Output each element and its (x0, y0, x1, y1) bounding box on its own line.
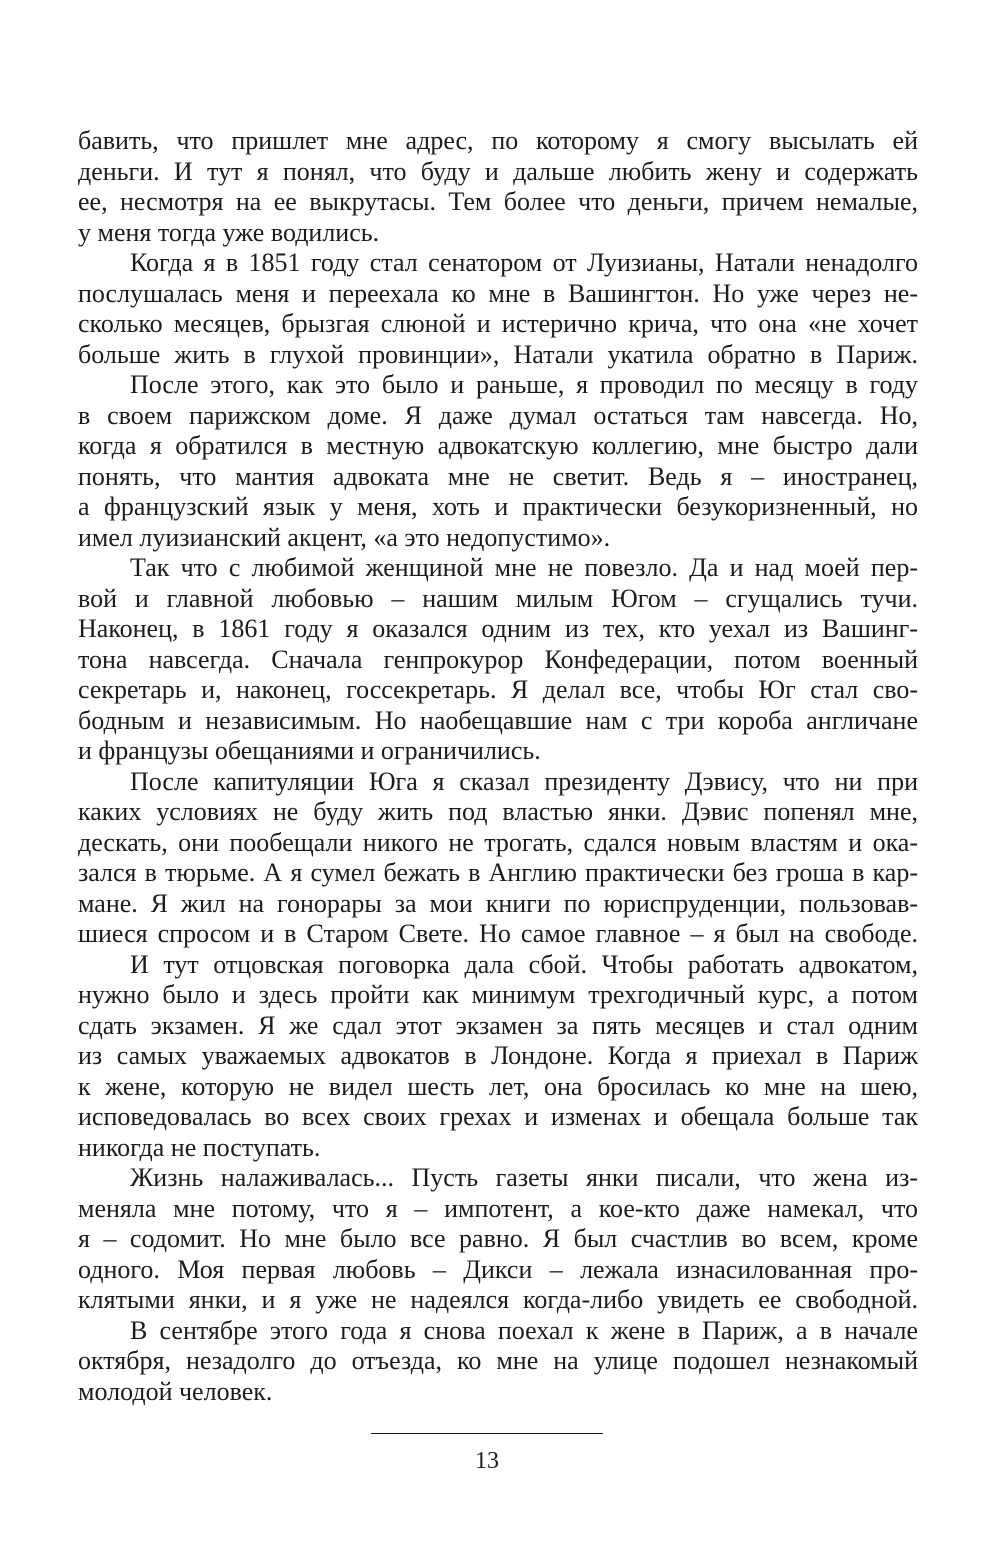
text-line: к жене, которую не видел шесть лет, она бросилась ко мне на шею, (78, 1071, 918, 1101)
text-line: зался в тюрьме. А я сумел бежать в Англию практически без гроша в кар- (78, 858, 918, 887)
paragraph (78, 950, 918, 1164)
text-line: дескать, они пообещали никого не трогать, сдался новым властям и ока- (78, 827, 918, 857)
text-line: мане. Я жил на гонорары за мои книги по юриспруденции, пользовав- (78, 888, 918, 918)
text-line: я – содомит. Но мне было все равно. Я был счастлив во всем, кроме (78, 1224, 918, 1253)
text-line: послушалась меня и переехала ко мне в Вашингтон. Но уже через не- (78, 278, 918, 308)
text-line: сдать экзамен. Я же сдал этот экзамен за пять месяцев и стал одним (78, 1010, 918, 1040)
text-line: у меня тогда уже водились. (78, 217, 380, 247)
text-line: клятыми янки, и я уже не надеялся когда-либо увидеть ее свободной. (78, 1285, 918, 1314)
text-line: и французы обещаниями и ограничились. (78, 736, 541, 765)
text-line: Так что с любимой женщиной мне не повезло. Да и над моей пер- (130, 553, 918, 582)
text-line: ее, несмотря на ее выкрутасы. Тем более что деньги, причем немалые, (78, 187, 918, 216)
text-line: понять, что мантия адвоката мне не светит. Ведь я – иностранец, (78, 461, 918, 491)
paragraph (78, 126, 918, 248)
text-line: После этого, как это было и раньше, я проводил по месяцу в году (130, 370, 918, 399)
body-text (78, 126, 918, 1407)
text-line: Когда я в 1851 году стал сенатором от Луизианы, Натали ненадолго (130, 248, 918, 277)
text-line: нужно было и здесь пройти как минимум трехгодичный курс, а потом (78, 980, 918, 1009)
paragraph (78, 370, 918, 553)
text-line: меняла мне потому, что я – импотент, а кое-кто даже намекал, что (78, 1193, 918, 1223)
paragraph (78, 1316, 918, 1408)
text-line: молодой человек. (78, 1376, 273, 1406)
text-line: сколько месяцев, брызгая слюной и истерично крича, что она «не хочет (78, 309, 918, 338)
text-line: одного. Моя первая любовь – Дикси – лежала изнасилованная про- (78, 1254, 918, 1284)
paragraph (78, 248, 918, 370)
text-line: а французский язык у меня, хоть и практически безукоризненный, но (78, 492, 918, 521)
text-line: Наконец, в 1861 году я оказался одним из тех, кто уехал из Вашинг- (78, 614, 918, 643)
footer-rule (371, 1433, 603, 1434)
text-line: секретарь и, наконец, госсекретарь. Я делал все, чтобы Юг стал сво- (78, 675, 918, 704)
text-line: больше жить в глухой провинции», Натали укатила обратно в Париж. (78, 339, 918, 369)
text-line: имел луизианский акцент, «а это недопустимо». (78, 522, 611, 552)
text-line: никогда не поступать. (78, 1132, 321, 1162)
text-line: И тут отцовская поговорка дала сбой. Чтобы работать адвокатом, (130, 949, 918, 979)
text-line: вой и главной любовью – нашим милым Югом – сгущались тучи. (78, 583, 918, 613)
text-line: бавить, что пришлет мне адрес, по которому я смогу высылать ей (78, 126, 918, 155)
page-number: 13 (475, 1448, 499, 1474)
text-line: из самых уважаемых адвокатов в Лондоне. Когда я приехал в Париж (78, 1041, 918, 1070)
text-line: когда я обратился в местную адвокатскую коллегию, мне быстро дали (78, 431, 918, 460)
text-line: В сентябре этого года я снова поехал к жене в Париж, а в начале (130, 1315, 918, 1345)
text-line: октября, незадолго до отъезда, ко мне на улице подошел незнакомый (78, 1346, 918, 1375)
paragraph (78, 1163, 918, 1316)
paragraph (78, 553, 918, 767)
text-line: исповедовалась во всех своих грехах и изменах и обещала больше так (78, 1102, 918, 1131)
text-line: бодным и независимым. Но наобещавшие нам с три короба англичане (78, 705, 918, 735)
text-line: После капитуляции Юга я сказал президенту Дэвису, что ни при (130, 766, 918, 796)
text-line: тона навсегда. Сначала генпрокурор Конфедерации, потом военный (78, 644, 918, 674)
text-line: шиеся спросом и в Старом Свете. Но самое главное – я был на свободе. (78, 919, 918, 948)
text-line: Жизнь налаживалась... Пусть газеты янки писали, что жена из- (130, 1163, 918, 1192)
text-line: в своем парижском доме. Я даже думал остаться там навсегда. Но, (78, 400, 918, 430)
text-line: деньги. И тут я понял, что буду и дальше любить жену и содержать (78, 156, 918, 186)
paragraph (78, 767, 918, 950)
text-line: каких условиях не буду жить под властью янки. Дэвис попенял мне, (78, 797, 918, 826)
